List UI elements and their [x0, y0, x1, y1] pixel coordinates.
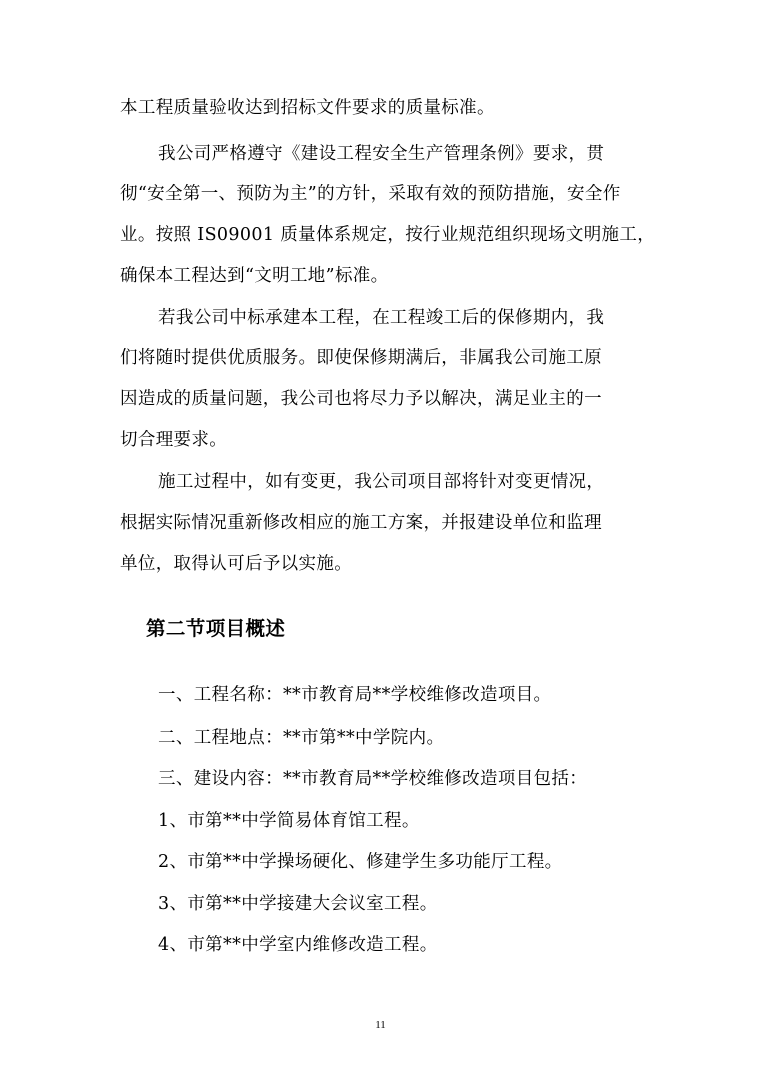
- paragraph-line: 根据实际情况重新修改相应的施工方案，并报建设单位和监理: [120, 513, 602, 533]
- paragraph-line: 因造成的质量问题，我公司也将尽力予以解决，满足业主的一: [120, 389, 602, 409]
- paragraph-line: 单位，取得认可后予以实施。: [120, 554, 353, 574]
- section-heading: 第二节项目概述: [146, 617, 286, 640]
- paragraph-line: 们将随时提供优质服务。即使保修期满后，非属我公司施工原: [120, 348, 602, 368]
- section-list-item: 3、市第**中学接建大会议室工程。: [158, 894, 438, 914]
- section-list-item: 1、市第**中学简易体育馆工程。: [158, 811, 420, 831]
- paragraph-line: 施工过程中，如有变更，我公司项目部将针对变更情况，: [158, 472, 605, 492]
- section-list-item: 4、市第**中学室内维修改造工程。: [158, 935, 438, 955]
- section-list-item: 2、市第**中学操场硬化、修建学生多功能厅工程。: [158, 852, 563, 872]
- section-list-item: 三、建设内容：**市教育局**学校维修改造项目包括：: [158, 769, 588, 789]
- page-number: 11: [375, 1019, 386, 1031]
- paragraph-line: 彻“安全第一、预防为主”的方针，采取有效的预防措施，安全作: [120, 184, 621, 204]
- section-list-item: 一、工程名称：**市教育局**学校维修改造项目。: [158, 685, 552, 705]
- paragraph-line: 切合理要求。: [120, 430, 228, 450]
- paragraph-line: 我公司严格遵守《建设工程安全生产管理条例》要求，贯: [158, 144, 605, 164]
- paragraph-line: 本工程质量验收达到招标文件要求的质量标准。: [120, 98, 495, 118]
- paragraph-line: 确保本工程达到“文明工地”标准。: [120, 266, 389, 286]
- section-list-item: 二、工程地点：**市第**中学院内。: [158, 728, 445, 748]
- paragraph-line: 若我公司中标承建本工程，在工程竣工后的保修期内，我: [158, 308, 605, 328]
- paragraph-line: 业。按照 IS09001 质量体系规定，按行业规范组织现场文明施工，: [120, 225, 656, 245]
